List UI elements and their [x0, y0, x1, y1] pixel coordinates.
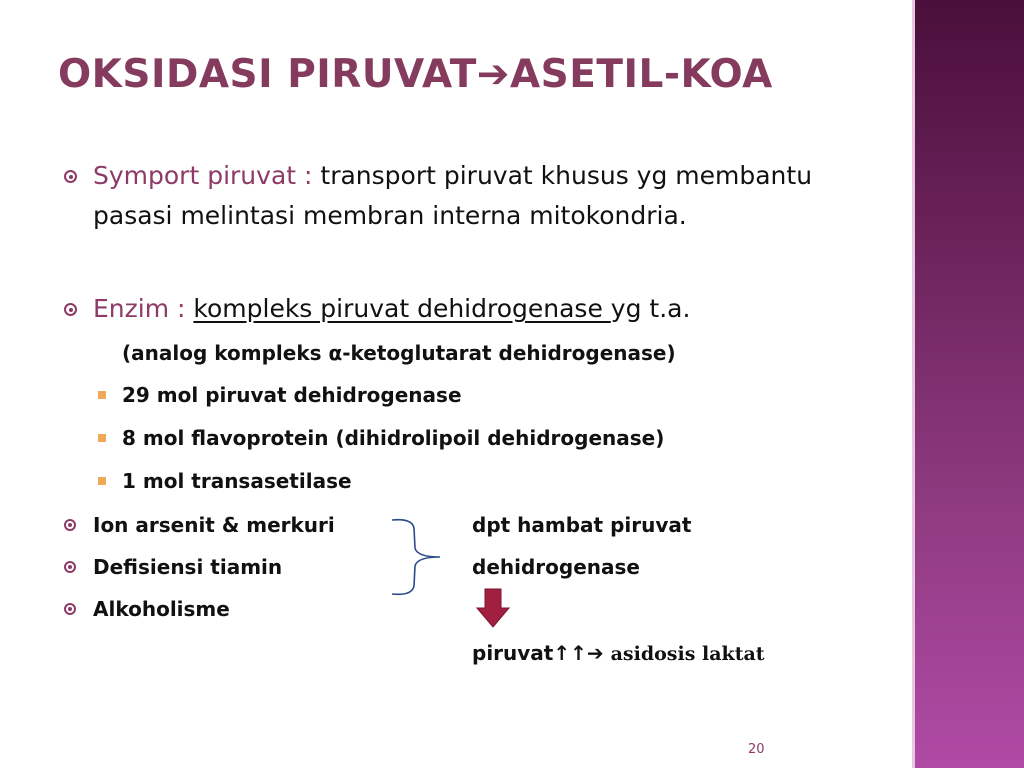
- bullet-symport: [64, 156, 824, 236]
- square-bullet-icon: [98, 477, 106, 485]
- slide-title: OKSIDASI PIRUVAT➔ASETIL-KOA: [58, 52, 773, 97]
- sub-bullet-item: [98, 424, 664, 452]
- effect-line-2: dehidrogenase: [472, 555, 640, 579]
- cause-text: Alkoholisme: [93, 597, 230, 621]
- bullet-term: Enzim :: [93, 294, 194, 323]
- circle-dot-bullet-icon: [64, 303, 77, 316]
- circle-dot-bullet-icon: [64, 603, 76, 615]
- analog-note: (analog kompleks α-ketoglutarat dehidrogenase): [122, 341, 676, 365]
- curly-brace-icon: [388, 514, 448, 600]
- page-number: 20: [748, 742, 765, 757]
- cause-text: Ion arsenit & merkuri: [93, 513, 335, 537]
- bullet-enzim: [64, 289, 824, 329]
- cause-item: [64, 511, 335, 539]
- circle-dot-bullet-icon: [64, 519, 76, 531]
- effect-line-1: dpt hambat piruvat: [472, 513, 692, 537]
- sub-bullet-text: 8 mol flavoprotein (dihidrolipoil dehidrogenase): [122, 426, 665, 450]
- cause-item: [64, 553, 282, 581]
- bullet-text: [93, 156, 824, 236]
- sub-bullet-item: [98, 381, 462, 409]
- bullet-term: Symport piruvat :: [93, 161, 321, 190]
- sub-bullet-text: 29 mol piruvat dehidrogenase: [122, 383, 462, 407]
- sub-bullet-text: 1 mol transasetilase: [122, 469, 352, 493]
- circle-dot-bullet-icon: [64, 561, 76, 573]
- sub-bullet-item: [98, 467, 352, 495]
- square-bullet-icon: [98, 391, 106, 399]
- circle-dot-bullet-icon: [64, 170, 77, 183]
- bullet-suffix: yg t.a.: [610, 294, 691, 323]
- square-bullet-icon: [98, 434, 106, 442]
- down-arrow-icon: [476, 588, 510, 628]
- decorative-side-band: [912, 0, 1024, 768]
- result-prefix: piruvat↑↑➔: [472, 641, 611, 665]
- result-line: [472, 638, 765, 669]
- bullet-text: [93, 289, 824, 329]
- cause-item: [64, 595, 230, 623]
- result-outcome: asidosis laktat: [610, 643, 765, 665]
- cause-text: Defisiensi tiamin: [93, 555, 283, 579]
- enzyme-name: kompleks piruvat dehidrogenase: [193, 294, 611, 323]
- bullet-body: transport piruvat khusus yg membantu pasasi melintasi membran interna mitokondria.: [93, 161, 813, 230]
